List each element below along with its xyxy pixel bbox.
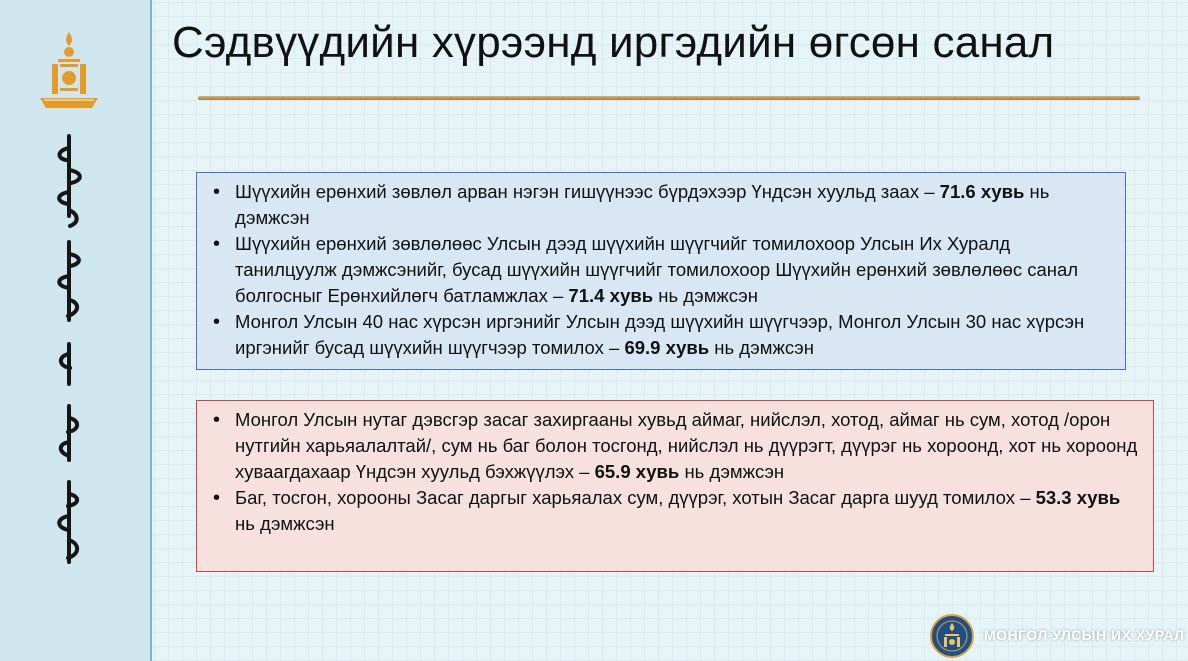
list-item: • Монгол Улсын нутаг дэвсгэр засаг захиргааны хувьд аймаг, нийслэл, хотод, аймаг нь сум, хотод /орон нутгийн харьяалалтай/, сум нь баг болон тосгонд, нийслэл нь дүүрэгт, дүүрэг нь хороонд, хот нь хороонд хуваагдахаар Үндсэн хуульд бэхжүүлэх – 65.9 хувь нь дэмжсэн bbox=[207, 407, 1143, 485]
list-item: • Баг, тосгон, хорооны Засаг даргыг харьяалах сум, дүүрэг, хотын Засаг дарга шууд томилох – 53.3 хувь нь дэмжсэн bbox=[207, 485, 1143, 537]
percent-value: 53.3 хувь bbox=[1035, 487, 1121, 508]
list-item: • Монгол Улсын 40 нас хүрсэн иргэнийг Улсын дээд шүүхийн шүүгчээр, Монгол Улсын 30 нас хүрсэн иргэнийг бусад шүүхийн шүүгчээр томилох – 69.9 хувь нь дэмжсэн bbox=[207, 309, 1115, 361]
slide-title: Сэдвүүдийн хүрээнд иргэдийн өгсөн санал bbox=[172, 18, 1055, 67]
percent-value: 71.4 хувь bbox=[568, 285, 654, 306]
mongolian-script-banner bbox=[44, 130, 94, 570]
list-item: • Шүүхийн ерөнхий зөвлөл арван нэгэн гишүүнээс бүрдэхээр Үндсэн хуульд заах – 71.6 хувь нь дэмжсэн bbox=[207, 179, 1115, 231]
footer-organization-name: МОНГОЛ УЛСЫН ИХ ХУРАЛ bbox=[984, 627, 1185, 643]
judicial-proposals-list bbox=[207, 179, 1115, 361]
percent-value: 69.9 хувь bbox=[624, 337, 710, 358]
percent-value: 65.9 хувь bbox=[594, 461, 680, 482]
judicial-proposals-box bbox=[196, 172, 1126, 370]
soyombo-emblem-icon bbox=[34, 28, 104, 110]
parliament-seal-icon bbox=[930, 614, 974, 658]
administrative-proposals-box bbox=[196, 400, 1154, 572]
percent-value: 71.6 хувь bbox=[939, 181, 1025, 202]
list-item: • Шүүхийн ерөнхий зөвлөлөөс Улсын дээд шүүхийн шүүгчийг томилохоор Улсын Их Хуралд танилцуулж дэмжсэнийг, бусад шүүхийн шүүгчийг томилохоор Шүүхийн ерөнхий зөвлөлөөс санал болгосныг Ерөнхийлөгч батламжлах – 71.4 хувь нь дэмжсэн bbox=[207, 231, 1115, 309]
left-decorative-strip bbox=[0, 0, 152, 661]
administrative-proposals-list bbox=[207, 407, 1143, 537]
title-underline bbox=[198, 96, 1140, 100]
